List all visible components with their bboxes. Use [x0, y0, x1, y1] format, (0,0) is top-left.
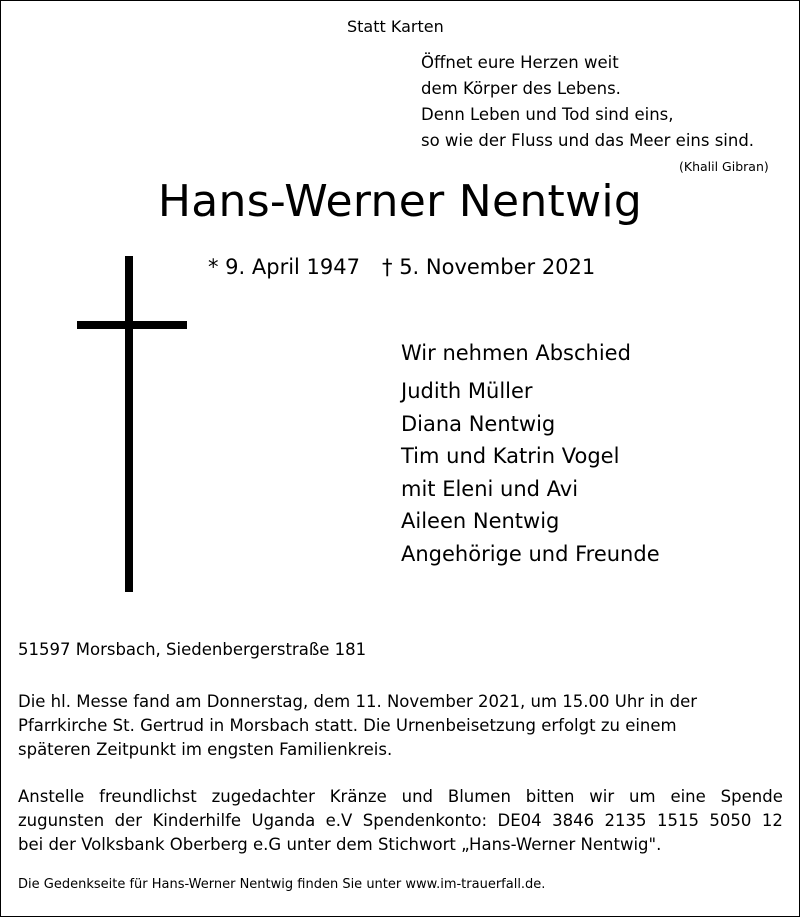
- mourner-name: Diana Nentwig: [401, 411, 556, 436]
- mourner-name: mit Eleni und Avi: [401, 476, 579, 501]
- mass-notice-line: Die hl. Messe fand am Donnerstag, dem 11. November 2021, um 15.00 Uhr in der: [18, 692, 698, 711]
- word: Anstelle: [18, 787, 85, 806]
- mass-notice: [18, 690, 783, 762]
- poem-line: dem Körper des Lebens.: [421, 79, 621, 98]
- birth-date: * 9. April 1947: [208, 255, 361, 279]
- word: eine: [670, 787, 706, 806]
- donation-notice-line: [18, 809, 783, 833]
- poem: [421, 50, 754, 154]
- death-date: † 5. November 2021: [382, 255, 596, 279]
- deceased-name: Hans-Werner Nentwig: [157, 176, 643, 227]
- word: um: [629, 787, 656, 806]
- word: freundlichst: [99, 787, 197, 806]
- word: 3846: [552, 811, 595, 830]
- word: Spende: [720, 787, 783, 806]
- word: DE04: [497, 811, 542, 830]
- poem-line: Öffnet eure Herzen weit: [421, 53, 619, 72]
- mourners-list: [401, 375, 660, 570]
- word: wir: [589, 787, 615, 806]
- word: bitten: [525, 787, 575, 806]
- poem-line: so wie der Fluss und das Meer eins sind.: [421, 131, 755, 150]
- memorial-page-notice: Die Gedenkseite für Hans-Werner Nentwig finden Sie unter www.im-trauerfall.de.: [18, 877, 546, 892]
- word: Spendenkonto:: [362, 811, 488, 830]
- word: Kränze: [329, 787, 387, 806]
- mourner-name: Aileen Nentwig: [401, 509, 560, 533]
- word: der: [114, 811, 143, 830]
- life-dates: [208, 255, 595, 279]
- word: Uganda: [251, 811, 316, 830]
- word: e.V: [325, 811, 353, 830]
- cross-vertical-bar: [125, 256, 133, 592]
- cross-horizontal-bar: [77, 321, 187, 329]
- word: 12: [761, 811, 783, 830]
- donation-notice: [18, 785, 783, 857]
- header-note: Statt Karten: [347, 17, 444, 36]
- word: 5050: [709, 811, 752, 830]
- word: und: [401, 787, 433, 806]
- mourner-name: Angehörige und Freunde: [401, 541, 660, 566]
- address: 51597 Morsbach, Siedenbergerstraße 181: [18, 640, 367, 659]
- word: Kinderhilfe: [152, 811, 242, 830]
- word: 1515: [656, 811, 699, 830]
- mourner-name: Tim und Katrin Vogel: [401, 444, 620, 468]
- donation-notice-line: [18, 785, 783, 809]
- mass-notice-line: späteren Zeitpunkt im engsten Familienkreis.: [18, 740, 393, 759]
- word: zugunsten: [18, 811, 105, 830]
- word: Blumen: [447, 787, 511, 806]
- mass-notice-line: Pfarrkirche St. Gertrud in Morsbach statt. Die Urnenbeisetzung erfolgt zu einem: [18, 716, 677, 735]
- word: zugedachter: [211, 787, 315, 806]
- word: 2135: [604, 811, 647, 830]
- mourner-name: Judith Müller: [401, 379, 533, 403]
- mourners-intro: Wir nehmen Abschied: [401, 341, 631, 365]
- poem-attribution: (Khalil Gibran): [679, 159, 769, 174]
- donation-notice-line: bei der Volksbank Oberberg e.G unter dem Stichwort „Hans-Werner Nentwig".: [18, 835, 662, 854]
- poem-line: Denn Leben und Tod sind eins,: [421, 105, 674, 124]
